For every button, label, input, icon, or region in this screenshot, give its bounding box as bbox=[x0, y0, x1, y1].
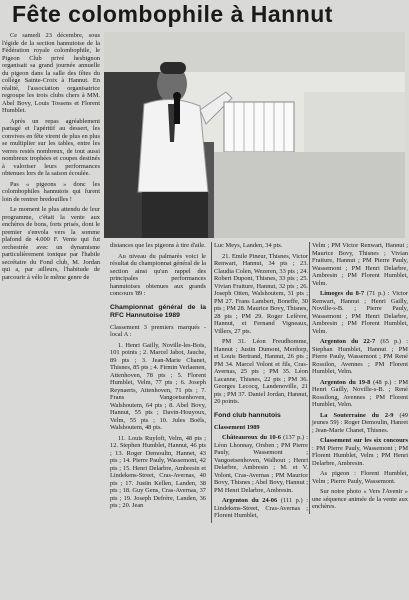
col2-paragraph-1: distances que les pigeons à tire d'aile. bbox=[110, 242, 206, 249]
ranking-list-2: 11. Louis Ruyloft, Velm, 48 pts ; 12. Stephen Humblet, Hannut, 46 pts ; 13. Roger Demoulin, Hannet, 43 pts ; 14. Pierre Pauly, Wassemont, 42 pts ; 15. Henri Delarbre, Ambresin et Lindekens-Street, Cras-Avernas, 40 pts ; 17. Justin Kellen, Landen, 38 pts ; 18. Guy Gens, Cras-Avernas, 37 pts ; 19. Joseph Defrère, Landen, 36 pts ; 20. Jean bbox=[110, 434, 206, 509]
classement-label: Classement 3 premiers marqués - local A : bbox=[110, 323, 206, 338]
intro-paragraph-4: Le moment le plus attendu de leur programme, c'était la vente aux enchères de bons, forts prisés, dont le premier s'envola vers la somme plafond de 4.000 F. Vente qui fut orchestrée avec un dynamisme particulièrement tonique par l'habile secrétaire du Fond club, M. Jordan qui a, par ailleurs, l'habitude de parcourir à vélo le même genre de bbox=[2, 206, 100, 281]
results-column-2 bbox=[110, 242, 206, 513]
souterraine-text: (49 jeunes 59) : Roger Demoulin, Hanret ; Jean-Marie Chanet, Thisnes. bbox=[312, 411, 408, 434]
ace-pigeon-text: As pigeon : Florent Humblet, Velm ; Pierre Pauly, Wassemont. bbox=[312, 470, 408, 485]
col3-paragraph-1: Luc Meys, Landen, 34 pts. bbox=[214, 242, 283, 249]
intro-paragraph-1: Ce samedi 23 décembre, sous l'égide de la section hannutoise de la Fédération royale colombophile, le Pigeon Club privé hesbignon organisait sa grand journée annuelle du pigeon dans la salle des fêtes du collège Sainte-Croix à Hannut. En réalité, l'association organisatrice regroupe les trois clubs chers à MM. Abel Bovy, Louis Tossens et Florent Humblet. bbox=[2, 32, 100, 114]
six-contests-heading: Classement sur les six concours bbox=[320, 437, 408, 444]
col4-paragraph-1: Velm ; PM Victor Renwart, Hannut ; Maurice Bovy, Thisnes ; Vivian Fraiture, Hannut ; PM Pierre Pauly, Wassemont ; PM Henri Delarbre, Ambresin ; PM Florent Humblet, Velm. bbox=[312, 242, 408, 287]
col2-paragraph-2: Au niveau du palmarès voici le résultat du championnat général de la section ainsi qu'un rappel des principales performances hannutoises obtenues aux grands concours '89 : bbox=[110, 252, 206, 297]
argenton-2-heading: Argenton du 22-7 bbox=[320, 338, 376, 345]
argenton-text: (111 p.) : Lindekens-Street, Cras-Avernas ; Florent Humblet, bbox=[214, 497, 308, 519]
argenton-3-heading: Argenton du 19-8 bbox=[320, 378, 371, 386]
col3-paragraph-2: 21. Emile Pineur, Thisnes, Victor Renwart, Hannut, 34 pts ; 23. Claudia Colen, Wezeren, 33 pts ; 24. Robert Dupont, Thisnes, 33 pts ; 25. Vivian Fraiture, Hannut, 32 pts ; 26. Joseph Otten, Walshoutem, 31 pts ; PM 27. Frans Lambert, Boneffe, 30 pts ; PM 28. Maurice Bovy, Thisnes, 28 pts ; PM 29. Roger Lefèvre, Hannut, et Fernand Vigneaux, Villers, 27 pts. bbox=[214, 252, 308, 335]
argenton-heading: Argenton du 24-06 bbox=[222, 497, 278, 504]
auctioneer-photo bbox=[104, 32, 405, 238]
ranking-list-1: 1. Henri Gailly, Noville-les-Bois, 101 points ; 2. Marcel Jabot, Jauche, 89 pts ; 3. Jean-Marie Chanet, Thisnes, 85 pts ; 4. Firmin Verlaenen, Attenhoven, 78 pts ; 5. Florent Humblet, Velm, 77 pts ; 6. Joseph Reynaerts, Attenhoven, 71 pts ; 7. Frans Vangoetsenhoven, Walshoutem, 64 pts ; 8. Abel Bovy, Hannut, 55 pts ; Davin-Houyoux, Velm, 55 pts ; 10. Jules Boëls, Walshoutem, 48 pts. bbox=[110, 341, 206, 431]
photo-caption: Sur notre photo « Vers l'Avenir » une séquence animée de la vente aux enchères. bbox=[312, 488, 408, 510]
fond-club-subheading: Classement 1989 bbox=[214, 423, 260, 431]
chateauroux-heading: Châteauroux du 10-6 bbox=[222, 434, 281, 441]
article-title: Fête colombophile à Hannut bbox=[12, 1, 333, 27]
argenton-3-text: (48 p.) : PM Henri Gailly, Noville-s-B. ; René Rossilong, Avennes ; PM Florent Humblet, Velm. bbox=[312, 378, 409, 408]
article-photo bbox=[104, 32, 405, 238]
intro-column bbox=[2, 32, 100, 284]
six-contests-text: : PM Pierre Pauly, Wassemont ; PM Florent Humblet, Velm ; PM Henri Delarbre, Ambresin. bbox=[312, 444, 408, 467]
intro-paragraph-2: Après un repas agréablement partagé et l'apéritif au dessert, les convives en fête virent de plus en plus se multiplier sur les tables, entre les verres restés nombreux, de tout aussi nombreux trophées et coupes destinés à valoriser leurs performances obtenues lors de la saison écoulée. bbox=[2, 117, 100, 177]
col3-paragraph-3: PM 31. Léon Freudhomme, Hannut ; Justin Dumont, Merdorp, et Louis Bertrand, Hannut, 26 pts ; PM 34. Marcel Volont et fils, Cras-Avernas, 25 pts ; PM 35. Léon Lacanne, Thisnes, 22 pts ; PM 36. Georges Lecocq, Landenoville, 21 pts ; PM 37. Daniel Jordan, Hannut, 20 points. bbox=[214, 338, 308, 405]
intro-paragraph-3: Pas « pigeons » donc les colombophiles hannutois qui furent loin de rentrer bredouilles ! bbox=[2, 180, 100, 203]
results-column-3 bbox=[211, 242, 308, 523]
souterraine-heading: La Souterraine du 2-9 bbox=[320, 411, 394, 419]
limoges-heading: Limoges du 8-7 bbox=[320, 290, 365, 297]
argenton-2-text: (65 p.) : Stephan Humblet, Hannut ; PM Pierre Pauly, Wassemont ; PM René Rossilon, Avennes ; PM Florent Humblet, Velm. bbox=[312, 338, 408, 375]
fond-club-heading: Fond club hannutois bbox=[214, 411, 281, 419]
championship-heading: Championnat général de la RFC Hannutoise 1989 bbox=[110, 303, 206, 319]
limoges-text: (71 p.) : Victor Renwart, Hannut ; Henri Gailly, Noville-s-B. ; Pierre Pauly, Wassemont ; PM Henri Delarbre, Ambresin ; PM Florent Humblet, Velm. bbox=[312, 290, 408, 335]
results-column-4 bbox=[309, 242, 408, 514]
chateauroux-text: (137 p.) : Léon Lhonnay, Orsben ; PM Pierre Pauly, Wassemont ; Vangoetsenhoven, Walhout ; Henri Delarbre, Ambresin ; M. et V. Volont, Cras-Avernas ; PM Maurice Bovy, Thisnes ; Abel Bovy, Hannut ; PM Henri Delarbre, Ambresin. bbox=[214, 434, 308, 494]
